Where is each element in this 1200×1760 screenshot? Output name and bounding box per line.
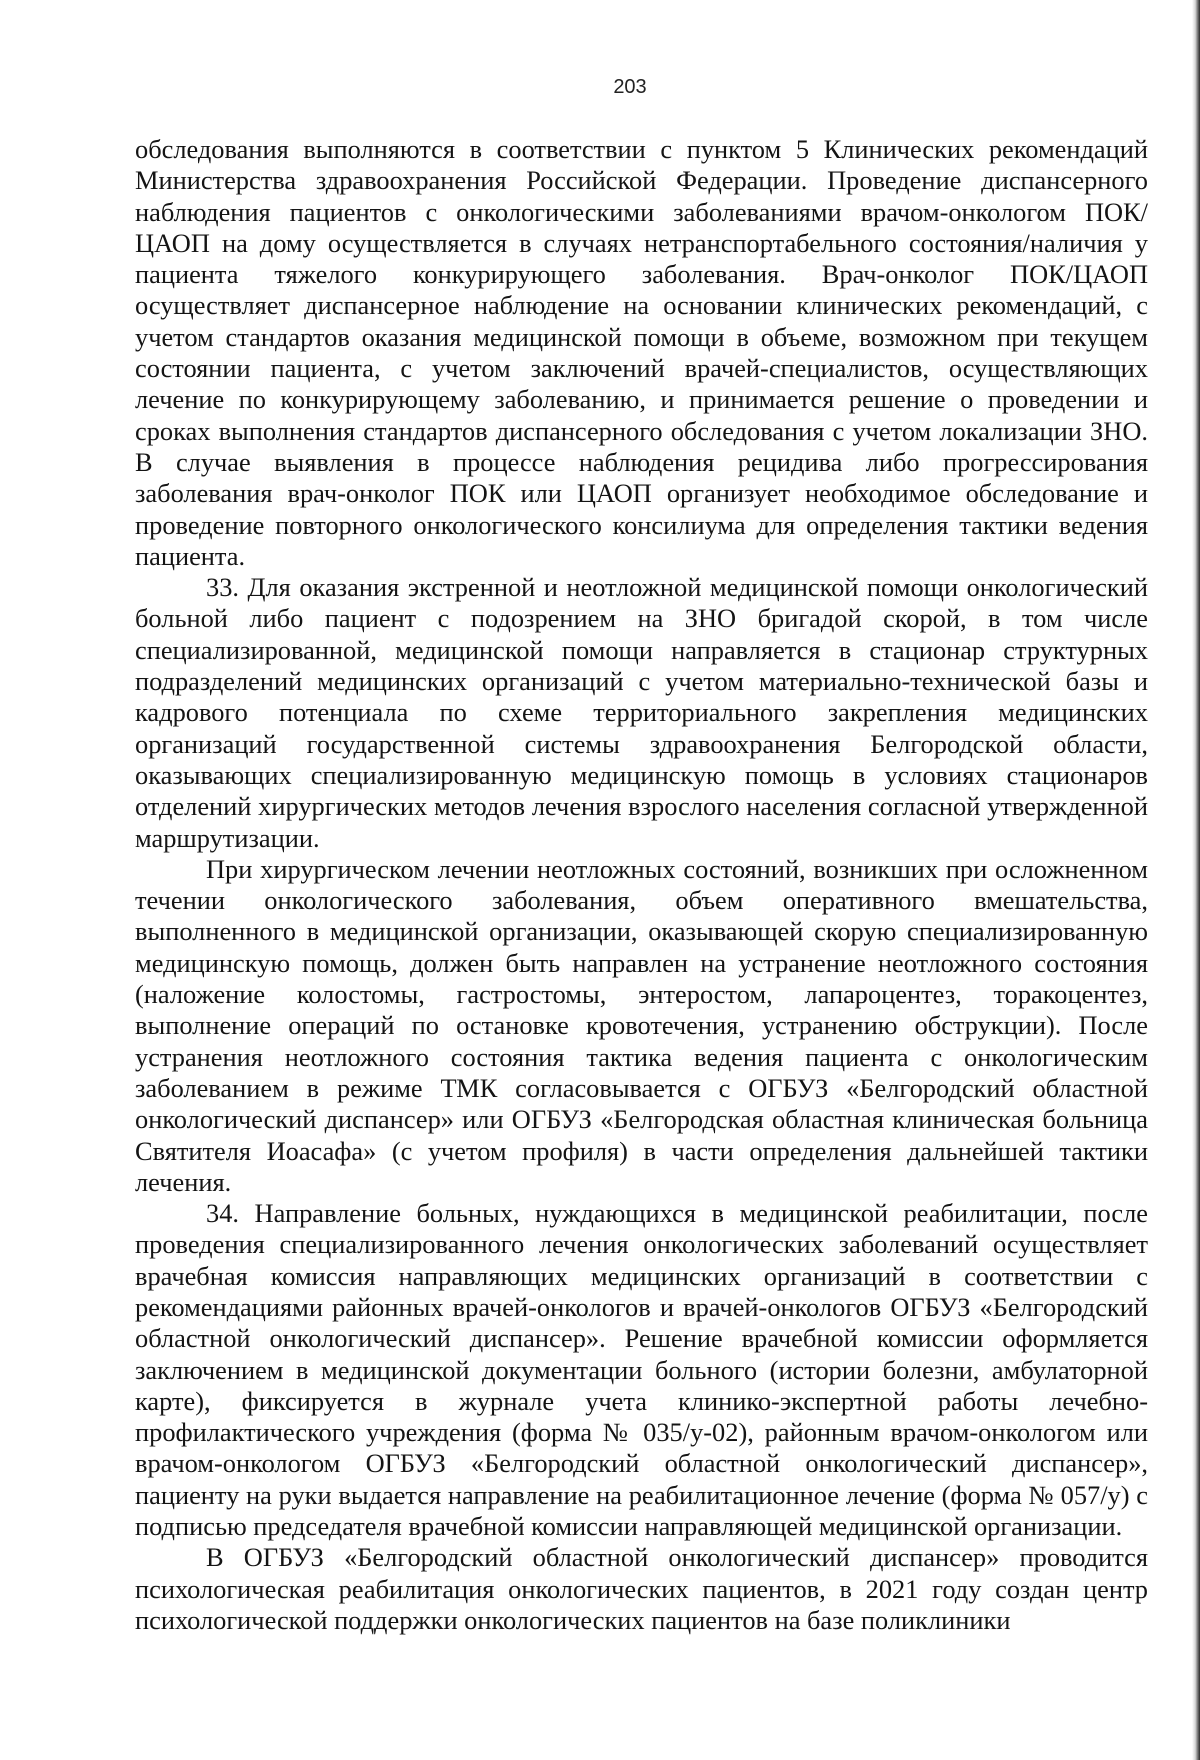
paragraph-surgical-treatment: При хирургическом лечении неотложных состояний, возникших при осложненном течении онкологического заболевания, объем оперативного вмешательства, выполненного в медицинской организации, оказывающей скорую специализированную медицинскую помощь, должен быть направлен на устранение неотложного состояния (наложение колостомы, гастростомы, энтеростом, лапароцентез, торакоцентез, выполнение операций по остановке кровотечения, устранению обструкции). После устранения неотложного состояния тактика ведения пациента с онкологическим заболеванием в режиме ТМК согласовывается с ОГБУЗ «Белгородский областной онкологический диспансер» или ОГБУЗ «Белгородская областная клиническая больница Святителя Иоасафа» (с учетом профиля) в части определения дальнейшей тактики лечения. [135, 853, 1148, 1197]
document-body [135, 134, 1148, 1636]
paragraph-examination-continued: обследования выполняются в соответствии с пунктом 5 Клинических рекомендаций Министерства здравоохранения Российской Федерации. Проведение диспансерного наблюдения пациентов с онкологическими заболеваниями врачом-онкологом ПОК/ЦАОП на дому осуществляется в случаях нетранспортабельного состояния/наличия у пациента тяжелого конкурирующего заболевания. Врач-онколог ПОК/ЦАОП осуществляет диспансерное наблюдение на основании клинических рекомендаций, с учетом стандартов оказания медицинской помощи в объеме, возможном при текущем состоянии пациента, с учетом заключений врачей-специалистов, осуществляющих лечение по конкурирующему заболеванию, и принимается решение о проведении и сроках выполнения стандартов диспансерного обследования с учетом локализации ЗНО. В случае выявления в процессе наблюдения рецидива либо прогрессирования заболевания врач-онколог ПОК или ЦАОП организует необходимое обследование и проведение повторного онкологического консилиума для определения тактики ведения пациента. [135, 134, 1148, 571]
paragraph-34-rehabilitation: 34. Направление больных, нуждающихся в медицинской реабилитации, после проведения специализированного лечения онкологических заболеваний осуществляет врачебная комиссия направляющих медицинских организаций в соответствии с рекомендациями районных врачей-онкологов и врачей-онкологов ОГБУЗ «Белгородский областной онкологический диспансер». Решение врачебной комиссии оформляется заключением в медицинской документации больного (истории болезни, амбулаторной карте), фиксируется в журнале учета клинико-экспертной работы лечебно-профилактического учреждения (форма № 035/у-02), районным врачом-онкологом или врачом-онкологом ОГБУЗ «Белгородский областной онкологический диспансер», пациенту на руки выдается направление на реабилитационное лечение (форма № 057/у) с подписью председателя врачебной комиссии направляющей медицинской организации. [135, 1198, 1148, 1542]
paragraph-33-emergency-care: 33. Для оказания экстренной и неотложной медицинской помощи онкологический больной либо пациент с подозрением на ЗНО бригадой скорой, в том числе специализированной, медицинской помощи направляется в стационар структурных подразделений медицинских организаций с учетом материально-технической базы и кадрового потенциала по схеме территориального закрепления медицинских организаций государственной системы здравоохранения Белгородской области, оказывающих специализированную медицинскую помощь в условиях стационаров отделений хирургических методов лечения взрослого населения согласной утвержденной маршрутизации. [135, 572, 1148, 853]
paragraph-psychological-rehabilitation: В ОГБУЗ «Белгородский областной онкологический диспансер» проводится психологическая реабилитация онкологических пациентов, в 2021 году создан центр психологической поддержки онкологических пациентов на базе поликлиники [135, 1542, 1148, 1635]
scan-page-edge [1192, 0, 1200, 1760]
page-number: 203 [613, 76, 647, 98]
